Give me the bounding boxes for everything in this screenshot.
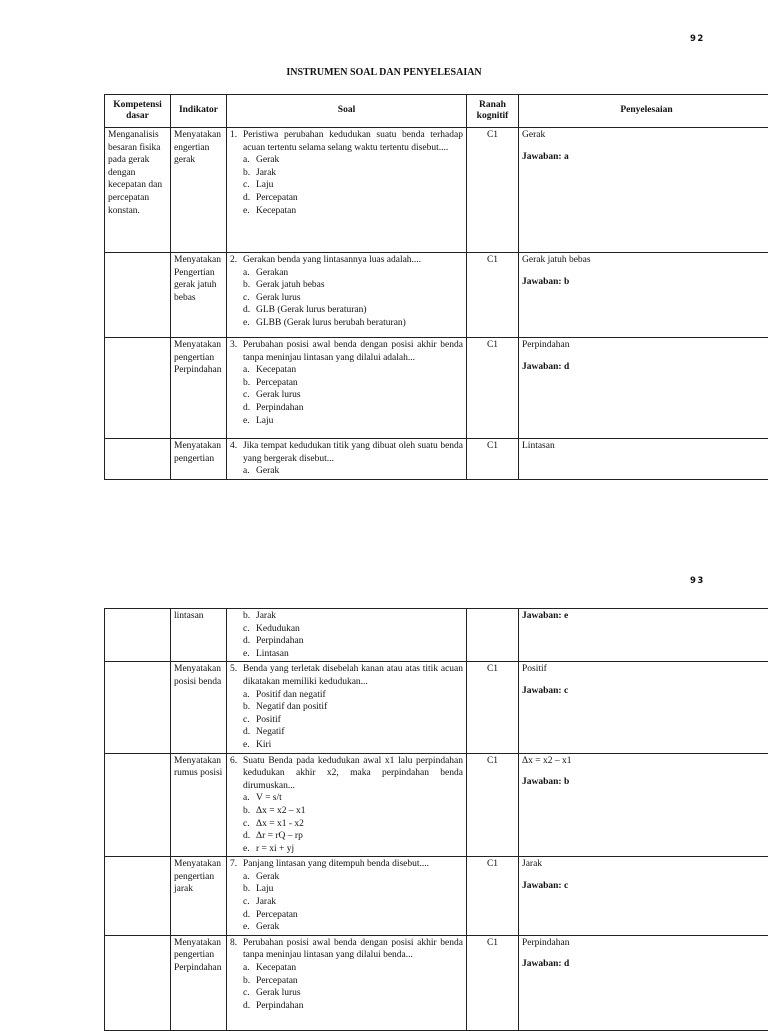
indikator-cell: lintasan: [171, 609, 227, 662]
solution-text: Perpindahan: [522, 937, 768, 950]
soal-cell: [227, 338, 467, 439]
option-text: V = s/t: [256, 792, 282, 805]
kompetensi-cell: [105, 857, 171, 936]
answer-option: [230, 279, 463, 292]
table-row: [105, 439, 768, 480]
option-letter: d.: [243, 192, 256, 205]
option-letter: b.: [243, 610, 256, 623]
option-text: Lintasan: [256, 648, 289, 661]
option-letter: b.: [243, 701, 256, 714]
solution-text: Gerak jatuh bebas: [522, 254, 768, 267]
penyelesaian-cell: [519, 128, 768, 253]
soal-cell: [227, 662, 467, 753]
option-text: Gerak lurus: [256, 987, 301, 1000]
option-letter: c.: [243, 389, 256, 402]
question-number: 5.: [230, 663, 243, 688]
answer-key: Jawaban: b: [522, 776, 768, 789]
ranah-cell: C1: [467, 935, 519, 1030]
answer-key: Jawaban: c: [522, 685, 768, 698]
answer-key: Jawaban: b: [522, 276, 768, 289]
option-text: r = xi + yj: [256, 843, 294, 856]
question: [230, 755, 463, 793]
table-row: [105, 609, 768, 662]
answer-option: [230, 402, 463, 415]
answer-option: [230, 648, 463, 661]
option-letter: c.: [243, 818, 256, 831]
option-letter: e.: [243, 648, 256, 661]
answer-option: [230, 304, 463, 317]
table-row: [105, 253, 768, 338]
indikator-cell: Menyatakan engertian gerak: [171, 128, 227, 253]
question-text: Benda yang terletak disebelah kanan atau atas titik acuan dikatakan memiliki kedudukan...: [243, 663, 463, 688]
soal-cell: [227, 935, 467, 1030]
option-text: Laju: [256, 883, 273, 896]
table-row: [105, 338, 768, 439]
option-letter: d.: [243, 909, 256, 922]
option-text: Jarak: [256, 610, 276, 623]
option-letter: a.: [243, 364, 256, 377]
document-title: INSTRUMEN SOAL DAN PENYELESAIAN: [0, 67, 768, 78]
option-letter: d.: [243, 726, 256, 739]
indikator-cell: Menyatakan pengertian jarak: [171, 857, 227, 936]
option-text: Gerak: [256, 871, 279, 884]
penyelesaian-cell: [519, 753, 768, 857]
option-letter: b.: [243, 377, 256, 390]
solution-text: Gerak: [522, 129, 768, 142]
answer-option: [230, 205, 463, 218]
option-letter: b.: [243, 279, 256, 292]
penyelesaian-cell: [519, 338, 768, 439]
question-number: 1.: [230, 129, 243, 154]
option-letter: d.: [243, 1000, 256, 1013]
header-ranah: Ranah kognitif: [467, 95, 519, 128]
option-letter: a.: [243, 465, 256, 478]
ranah-cell: C1: [467, 857, 519, 936]
answer-option: [230, 192, 463, 205]
option-text: Percepatan: [256, 377, 298, 390]
answer-option: [230, 714, 463, 727]
soal-cell: [227, 609, 467, 662]
indikator-cell: Menyatakan pengertian Perpindahan: [171, 935, 227, 1030]
option-letter: c.: [243, 987, 256, 1000]
question-text: Panjang lintasan yang ditempuh benda disebut....: [243, 858, 463, 871]
question-number: 6.: [230, 755, 243, 793]
option-text: Negatif: [256, 726, 285, 739]
solution-text: Positif: [522, 663, 768, 676]
option-text: Positif: [256, 714, 281, 727]
ranah-cell: C1: [467, 253, 519, 338]
soal-cell: [227, 439, 467, 480]
option-text: Percepatan: [256, 909, 298, 922]
answer-option: [230, 921, 463, 934]
solution-text: Jarak: [522, 858, 768, 871]
option-text: Kedudukan: [256, 623, 300, 636]
option-text: Kecepatan: [256, 364, 296, 377]
option-letter: e.: [243, 843, 256, 856]
question-text: Perubahan posisi awal benda dengan posisi akhir benda tanpa meninjau lintasan yang dilalui benda...: [243, 937, 463, 962]
answer-option: [230, 389, 463, 402]
table-row: [105, 857, 768, 936]
soal-cell: [227, 128, 467, 253]
answer-option: [230, 610, 463, 623]
option-letter: d.: [243, 635, 256, 648]
option-letter: c.: [243, 896, 256, 909]
option-letter: b.: [243, 167, 256, 180]
question-number: 2.: [230, 254, 243, 267]
option-text: Negatif dan positif: [256, 701, 327, 714]
option-letter: e.: [243, 205, 256, 218]
soal-cell: [227, 753, 467, 857]
question: [230, 937, 463, 962]
indikator-cell: Menyatakan posisi benda: [171, 662, 227, 753]
indikator-cell: Menyatakan pengertian: [171, 439, 227, 480]
answer-option: [230, 689, 463, 702]
page-number: 92: [690, 34, 705, 44]
question-number: 3.: [230, 339, 243, 364]
question-number: 8.: [230, 937, 243, 962]
option-letter: a.: [243, 154, 256, 167]
option-letter: c.: [243, 623, 256, 636]
answer-option: [230, 415, 463, 428]
option-text: Gerak lurus: [256, 389, 301, 402]
page-number: 93: [690, 576, 705, 586]
option-text: Percepatan: [256, 975, 298, 988]
penyelesaian-cell: [519, 439, 768, 480]
option-text: Kiri: [256, 739, 271, 752]
option-text: Kecepatan: [256, 205, 296, 218]
answer-key: Jawaban: d: [522, 361, 768, 374]
answer-option: [230, 805, 463, 818]
option-text: Jarak: [256, 167, 276, 180]
kompetensi-cell: [105, 935, 171, 1030]
answer-option: [230, 1000, 463, 1013]
answer-option: [230, 292, 463, 305]
answer-option: [230, 818, 463, 831]
table-row: [105, 662, 768, 753]
penyelesaian-cell: [519, 662, 768, 753]
option-text: Laju: [256, 179, 273, 192]
penyelesaian-cell: [519, 935, 768, 1030]
question-table: [104, 608, 768, 1031]
kompetensi-cell: [105, 338, 171, 439]
option-letter: c.: [243, 292, 256, 305]
indikator-cell: Menyatakan rumus posisi: [171, 753, 227, 857]
answer-key: Jawaban: d: [522, 958, 768, 971]
answer-option: [230, 623, 463, 636]
answer-option: [230, 987, 463, 1000]
question-number: 7.: [230, 858, 243, 871]
question-number: 4.: [230, 440, 243, 465]
option-text: Gerak: [256, 465, 279, 478]
answer-option: [230, 179, 463, 192]
option-letter: c.: [243, 179, 256, 192]
option-text: Gerak: [256, 921, 279, 934]
option-letter: b.: [243, 883, 256, 896]
kompetensi-cell: [105, 253, 171, 338]
question: [230, 129, 463, 154]
answer-option: [230, 267, 463, 280]
option-letter: e.: [243, 921, 256, 934]
option-text: Kecepatan: [256, 962, 296, 975]
answer-key: Jawaban: c: [522, 880, 768, 893]
question-text: Jika tempat kedudukan titik yang dibuat oleh suatu benda yang bergerak disebut...: [243, 440, 463, 465]
option-text: Gerak: [256, 154, 279, 167]
ranah-cell: [467, 609, 519, 662]
option-text: Positif dan negatif: [256, 689, 326, 702]
answer-option: [230, 830, 463, 843]
ranah-cell: C1: [467, 753, 519, 857]
answer-option: [230, 739, 463, 752]
answer-option: [230, 635, 463, 648]
option-letter: e.: [243, 415, 256, 428]
option-text: GLBB (Gerak lurus berubah beraturan): [256, 317, 406, 330]
option-text: Gerak jatuh bebas: [256, 279, 325, 292]
answer-option: [230, 843, 463, 856]
indikator-cell: Menyatakan pengertian Perpindahan: [171, 338, 227, 439]
question-text: Peristiwa perubahan kedudukan suatu benda terhadap acuan tertentu selama selang waktu tertentu disebut....: [243, 129, 463, 154]
question: [230, 858, 463, 871]
answer-option: [230, 909, 463, 922]
header-soal: Soal: [227, 95, 467, 128]
option-letter: c.: [243, 714, 256, 727]
option-letter: d.: [243, 402, 256, 415]
ranah-cell: C1: [467, 338, 519, 439]
solution-text: Δx = x2 – x1: [522, 755, 768, 768]
option-letter: a.: [243, 689, 256, 702]
question: [230, 254, 463, 267]
option-letter: b.: [243, 975, 256, 988]
kompetensi-cell: [105, 439, 171, 480]
table-row: [105, 128, 768, 253]
question: [230, 440, 463, 465]
option-text: Δx = x1 - x2: [256, 818, 304, 831]
answer-option: [230, 726, 463, 739]
option-text: Laju: [256, 415, 273, 428]
kompetensi-cell: [105, 662, 171, 753]
answer-option: [230, 154, 463, 167]
option-letter: a.: [243, 871, 256, 884]
kompetensi-cell: [105, 753, 171, 857]
solution-text: Perpindahan: [522, 339, 768, 352]
answer-option: [230, 701, 463, 714]
soal-cell: [227, 253, 467, 338]
table-row: [105, 753, 768, 857]
answer-option: [230, 465, 463, 478]
question-text: Perubahan posisi awal benda dengan posisi akhir benda tanpa meninjau lintasan yang dilalui adalah...: [243, 339, 463, 364]
option-letter: b.: [243, 805, 256, 818]
option-text: Perpindahan: [256, 402, 304, 415]
question-table: [104, 94, 768, 480]
option-letter: e.: [243, 739, 256, 752]
table-row: [105, 935, 768, 1030]
option-text: Gerak lurus: [256, 292, 301, 305]
answer-key: Jawaban: e: [522, 610, 768, 623]
answer-option: [230, 377, 463, 390]
answer-key: Jawaban: a: [522, 151, 768, 164]
indikator-cell: Menyatakan Pengertian gerak jatuh bebas: [171, 253, 227, 338]
answer-option: [230, 896, 463, 909]
option-letter: d.: [243, 830, 256, 843]
option-text: Δr = rQ – rp: [256, 830, 303, 843]
ranah-cell: C1: [467, 439, 519, 480]
answer-option: [230, 883, 463, 896]
option-letter: a.: [243, 792, 256, 805]
option-text: Jarak: [256, 896, 276, 909]
option-letter: e.: [243, 317, 256, 330]
kompetensi-cell: Menganalisis besaran fisika pada gerak dengan kecepatan dan percepatan konstan.: [105, 128, 171, 253]
option-letter: d.: [243, 304, 256, 317]
answer-option: [230, 364, 463, 377]
answer-option: [230, 871, 463, 884]
answer-option: [230, 962, 463, 975]
ranah-cell: C1: [467, 662, 519, 753]
solution-text: Lintasan: [522, 440, 768, 453]
answer-option: [230, 975, 463, 988]
header-kompetensi: Kompetensi dasar: [105, 95, 171, 128]
option-text: Δx = x2 – x1: [256, 805, 305, 818]
kompetensi-cell: [105, 609, 171, 662]
option-letter: a.: [243, 962, 256, 975]
header-penyelesaian: Penyelesaian: [519, 95, 768, 128]
header-indikator: Indikator: [171, 95, 227, 128]
question: [230, 663, 463, 688]
soal-cell: [227, 857, 467, 936]
option-text: Percepatan: [256, 192, 298, 205]
ranah-cell: C1: [467, 128, 519, 253]
answer-option: [230, 167, 463, 180]
option-text: Perpindahan: [256, 635, 304, 648]
question-text: Gerakan benda yang lintasannya luas adalah....: [243, 254, 463, 267]
option-text: Perpindahan: [256, 1000, 304, 1013]
option-text: Gerakan: [256, 267, 288, 280]
answer-option: [230, 317, 463, 330]
penyelesaian-cell: [519, 609, 768, 662]
penyelesaian-cell: [519, 253, 768, 338]
penyelesaian-cell: [519, 857, 768, 936]
option-text: GLB (Gerak lurus beraturan): [256, 304, 367, 317]
question-text: Suatu Benda pada kedudukan awal x1 lalu perpindahan kedudukan akhir x2, maka perpindahan benda dirumuskan...: [243, 755, 463, 793]
answer-option: [230, 792, 463, 805]
option-letter: a.: [243, 267, 256, 280]
question: [230, 339, 463, 364]
